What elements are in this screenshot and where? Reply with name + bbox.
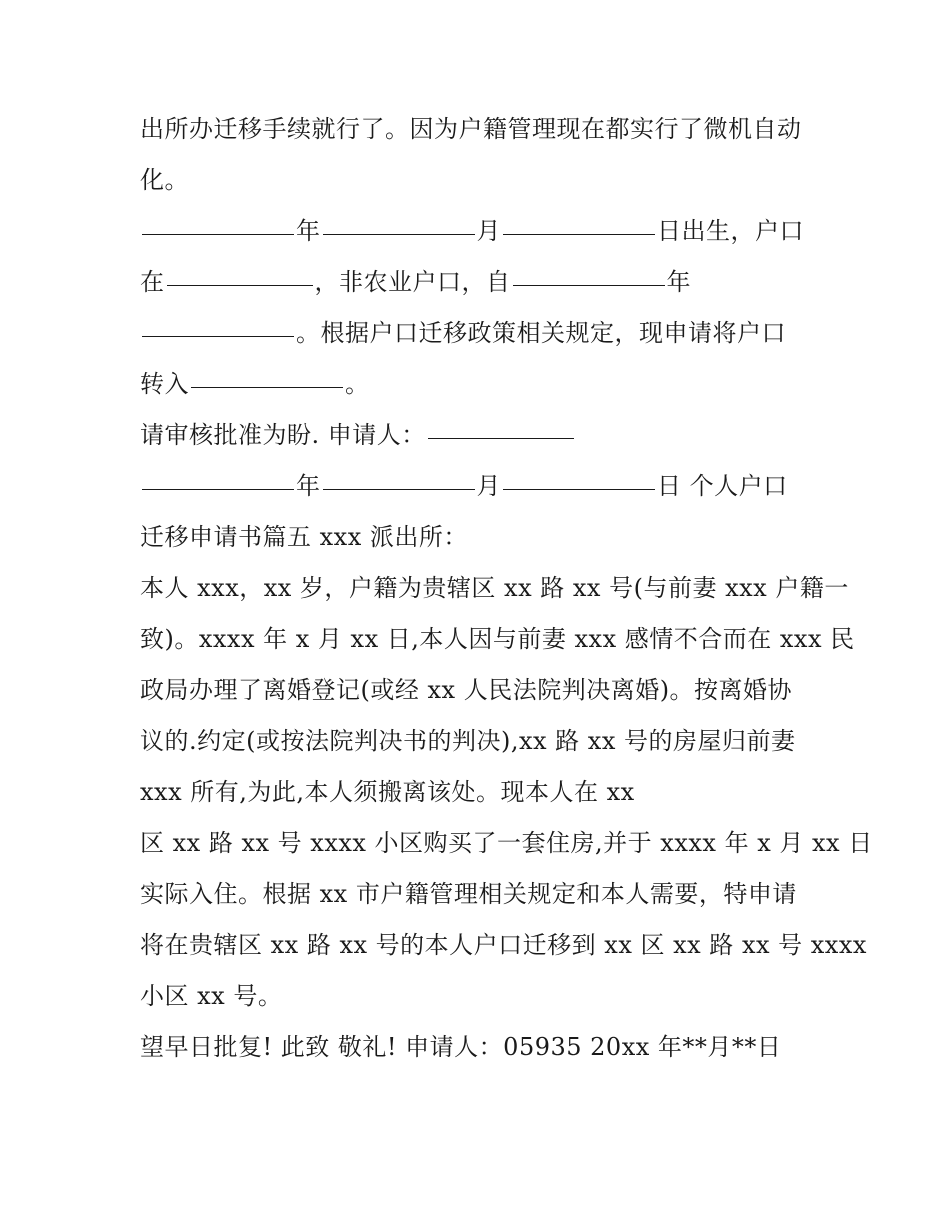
- text-line: 实际入住。根据 xx 市户籍管理相关规定和本人需要，特申请: [140, 880, 797, 908]
- text-fragment: 在: [140, 268, 165, 296]
- text-fragment: 年: [296, 472, 321, 500]
- text-fragment: 月: [476, 217, 501, 245]
- text-line: 小区 xx 号。: [140, 982, 283, 1010]
- text-fragment: 转入: [140, 370, 189, 398]
- fill-in-blank[interactable]: [142, 308, 294, 337]
- text-line: 化。: [140, 166, 189, 194]
- text-line-with-blanks: [140, 206, 820, 257]
- fill-in-blank[interactable]: [142, 461, 294, 490]
- text-fragment: 年: [296, 217, 321, 245]
- text-line-with-blanks: [140, 257, 820, 308]
- text-fragment: 日出生，户口: [657, 217, 804, 245]
- fill-in-blank[interactable]: [167, 257, 313, 286]
- fill-in-blank[interactable]: [323, 461, 475, 490]
- text-fragment: 请审核批准为盼. 申请人：: [140, 421, 426, 449]
- text-fragment: 月: [476, 472, 501, 500]
- text-fragment: 日 个人户口: [657, 472, 788, 500]
- fill-in-blank[interactable]: [503, 461, 655, 490]
- fill-in-blank[interactable]: [191, 359, 343, 388]
- text-line-with-blanks: [140, 359, 820, 410]
- fill-in-blank[interactable]: [142, 206, 294, 235]
- text-line: 将在贵辖区 xx 路 xx 号的本人户口迁移到 xx 区 xx 路 xx 号 xxxx: [140, 931, 867, 959]
- text-line-with-blanks: [140, 410, 820, 461]
- fill-in-blank[interactable]: [503, 206, 655, 235]
- text-line: 望早日批复! 此致 敬礼! 申请人：05935 20xx 年**月**日: [140, 1033, 782, 1061]
- text-fragment: 。: [345, 370, 370, 398]
- fill-in-blank[interactable]: [513, 257, 665, 286]
- text-line-with-blanks: [140, 461, 820, 512]
- text-line: 议的.约定(或按法院判决书的判决),xx 路 xx 号的房屋归前妻: [140, 727, 796, 755]
- text-fragment: ，非农业户口，自: [314, 268, 511, 296]
- document-body: [140, 104, 873, 1073]
- text-line: 出所办迁移手续就行了。因为户籍管理现在都实行了微机自动: [140, 115, 802, 143]
- text-fragment: 。根据户口迁移政策相关规定，现申请将户口: [296, 319, 786, 347]
- text-line: xxx 所有,为此,本人须搬离该处。现本人在 xx: [140, 778, 635, 806]
- text-line: 致)。xxxx 年 x 月 xx 日,本人因与前妻 xxx 感情不合而在 xxx 民: [140, 625, 855, 653]
- text-line: 区 xx 路 xx 号 xxxx 小区购买了一套住房,并于 xxxx 年 x 月 xx 日: [140, 829, 873, 857]
- fill-in-blank[interactable]: [428, 410, 574, 439]
- text-line-with-blanks: [140, 308, 820, 359]
- text-line: 政局办理了离婚登记(或经 xx 人民法院判决离婚)。按离婚协: [140, 676, 793, 704]
- text-line: 本人 xxx，xx 岁，户籍为贵辖区 xx 路 xx 号(与前妻 xxx 户籍一: [140, 574, 849, 602]
- text-fragment: 年: [666, 268, 691, 296]
- text-line: 迁移申请书篇五 xxx 派出所：: [140, 523, 468, 551]
- fill-in-blank[interactable]: [323, 206, 475, 235]
